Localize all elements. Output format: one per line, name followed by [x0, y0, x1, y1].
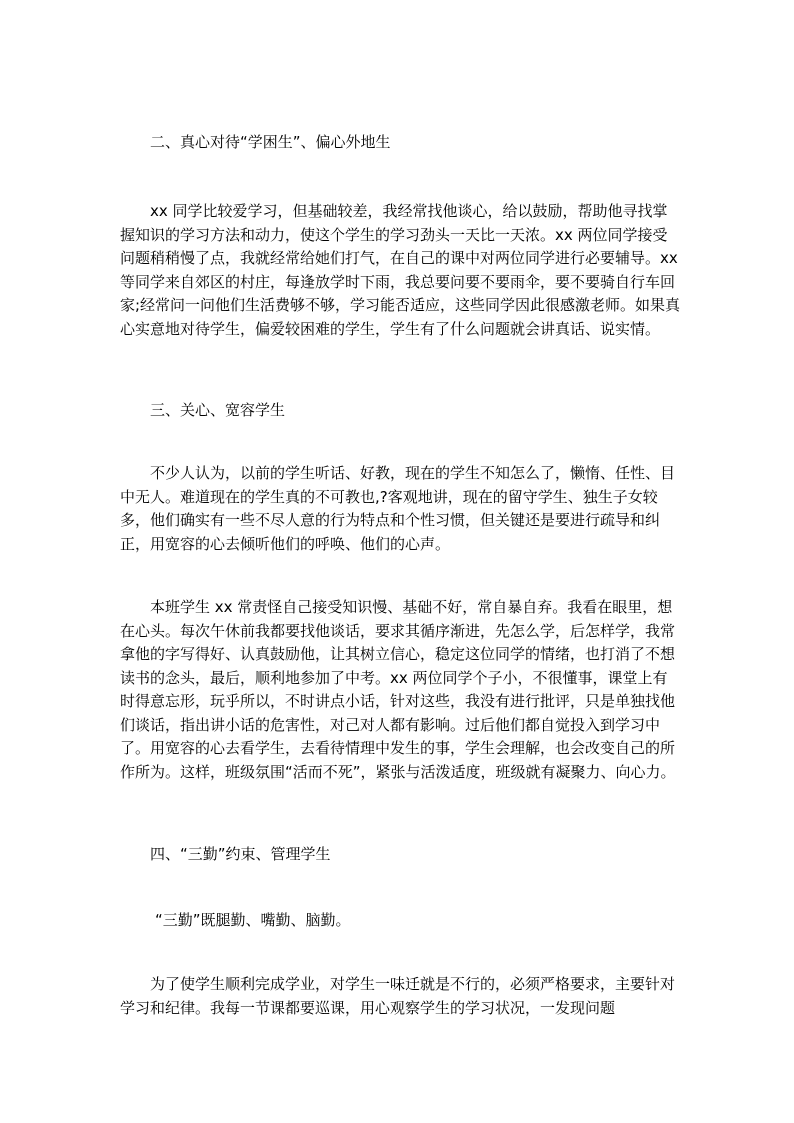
section-heading-4: 四、“三勤”约束、管理学生: [150, 845, 331, 863]
section-heading-2: 二、真心对待“学困生”、偏心外地生: [150, 133, 391, 151]
body-paragraph-2: 不少人认为，以前的学生听话、好教，现在的学生不知怎么了，懒惰、任性、目中无人。难道现在的学生真的不可教也,?客观地讲，现在的留守学生、独生子女较多，他们确实有一些不尽人意的行为特点和个性习惯，但关键还是要进行疏导和纠正，用宽容的心去倾听他们的呼唤、他们的心声。: [120, 464, 676, 553]
three-diligence-line: “三勤”既腿勤、嘴勤、脑勤。: [155, 911, 351, 929]
body-paragraph-4: 为了使学生顺利完成学业，对学生一味迁就是不行的，必须严格要求，主要针对学习和纪律。我每一节课都要巡课，用心观察学生的学习状况，一发现问题: [120, 975, 676, 1017]
section-heading-3: 三、关心、宽容学生: [150, 401, 286, 419]
body-paragraph-3: 本班学生 xx 常责怪自己接受知识慢、基础不好，常自暴自弃。我看在眼里，想在心头。每次午休前我都要找他谈话，要求其循序渐进，先怎么学，后怎样学，我常拿他的字写得好、认真鼓励他，让其树立信心，稳定这位同学的情绪，也打消了不想读书的念头，最后，顺利地参加了中考。xx 两位同学个子小，不很懂事，课堂上有时得意忘形，玩乎所以，不时讲点小话，针对这些，我没有进行批评，只是单独找他们谈话，指出讲小话的危害性，对己对人都有影响。过后他们都自觉投入到学习中了。用宽容的心去看学生，去看待情理中发生的事，学生会理解，也会改变自己的所作所为。这样，班级氛围“活而不死”，紧张与活泼适度，班级就有凝聚力、向心力。: [120, 598, 676, 781]
body-paragraph-1: xx 同学比较爱学习，但基础较差，我经常找他谈心，给以鼓励，帮助他寻找掌握知识的学习方法和动力，使这个学生的学习劲头一天比一天浓。xx 两位同学接受问题稍稍慢了点，我就经常给她们打气，在自己的课中对两位同学进行必要辅导。xx 等同学来自郊区的村庄，每逢放学时下雨，我总要问要不要雨伞，要不要骑自行车回家;经常问一问他们生活费够不够，学习能否适应，这些同学因此很感激老师。如果真心实意地对待学生，偏爱较困难的学生，学生有了什么问题就会讲真话、说实情。: [120, 202, 681, 338]
